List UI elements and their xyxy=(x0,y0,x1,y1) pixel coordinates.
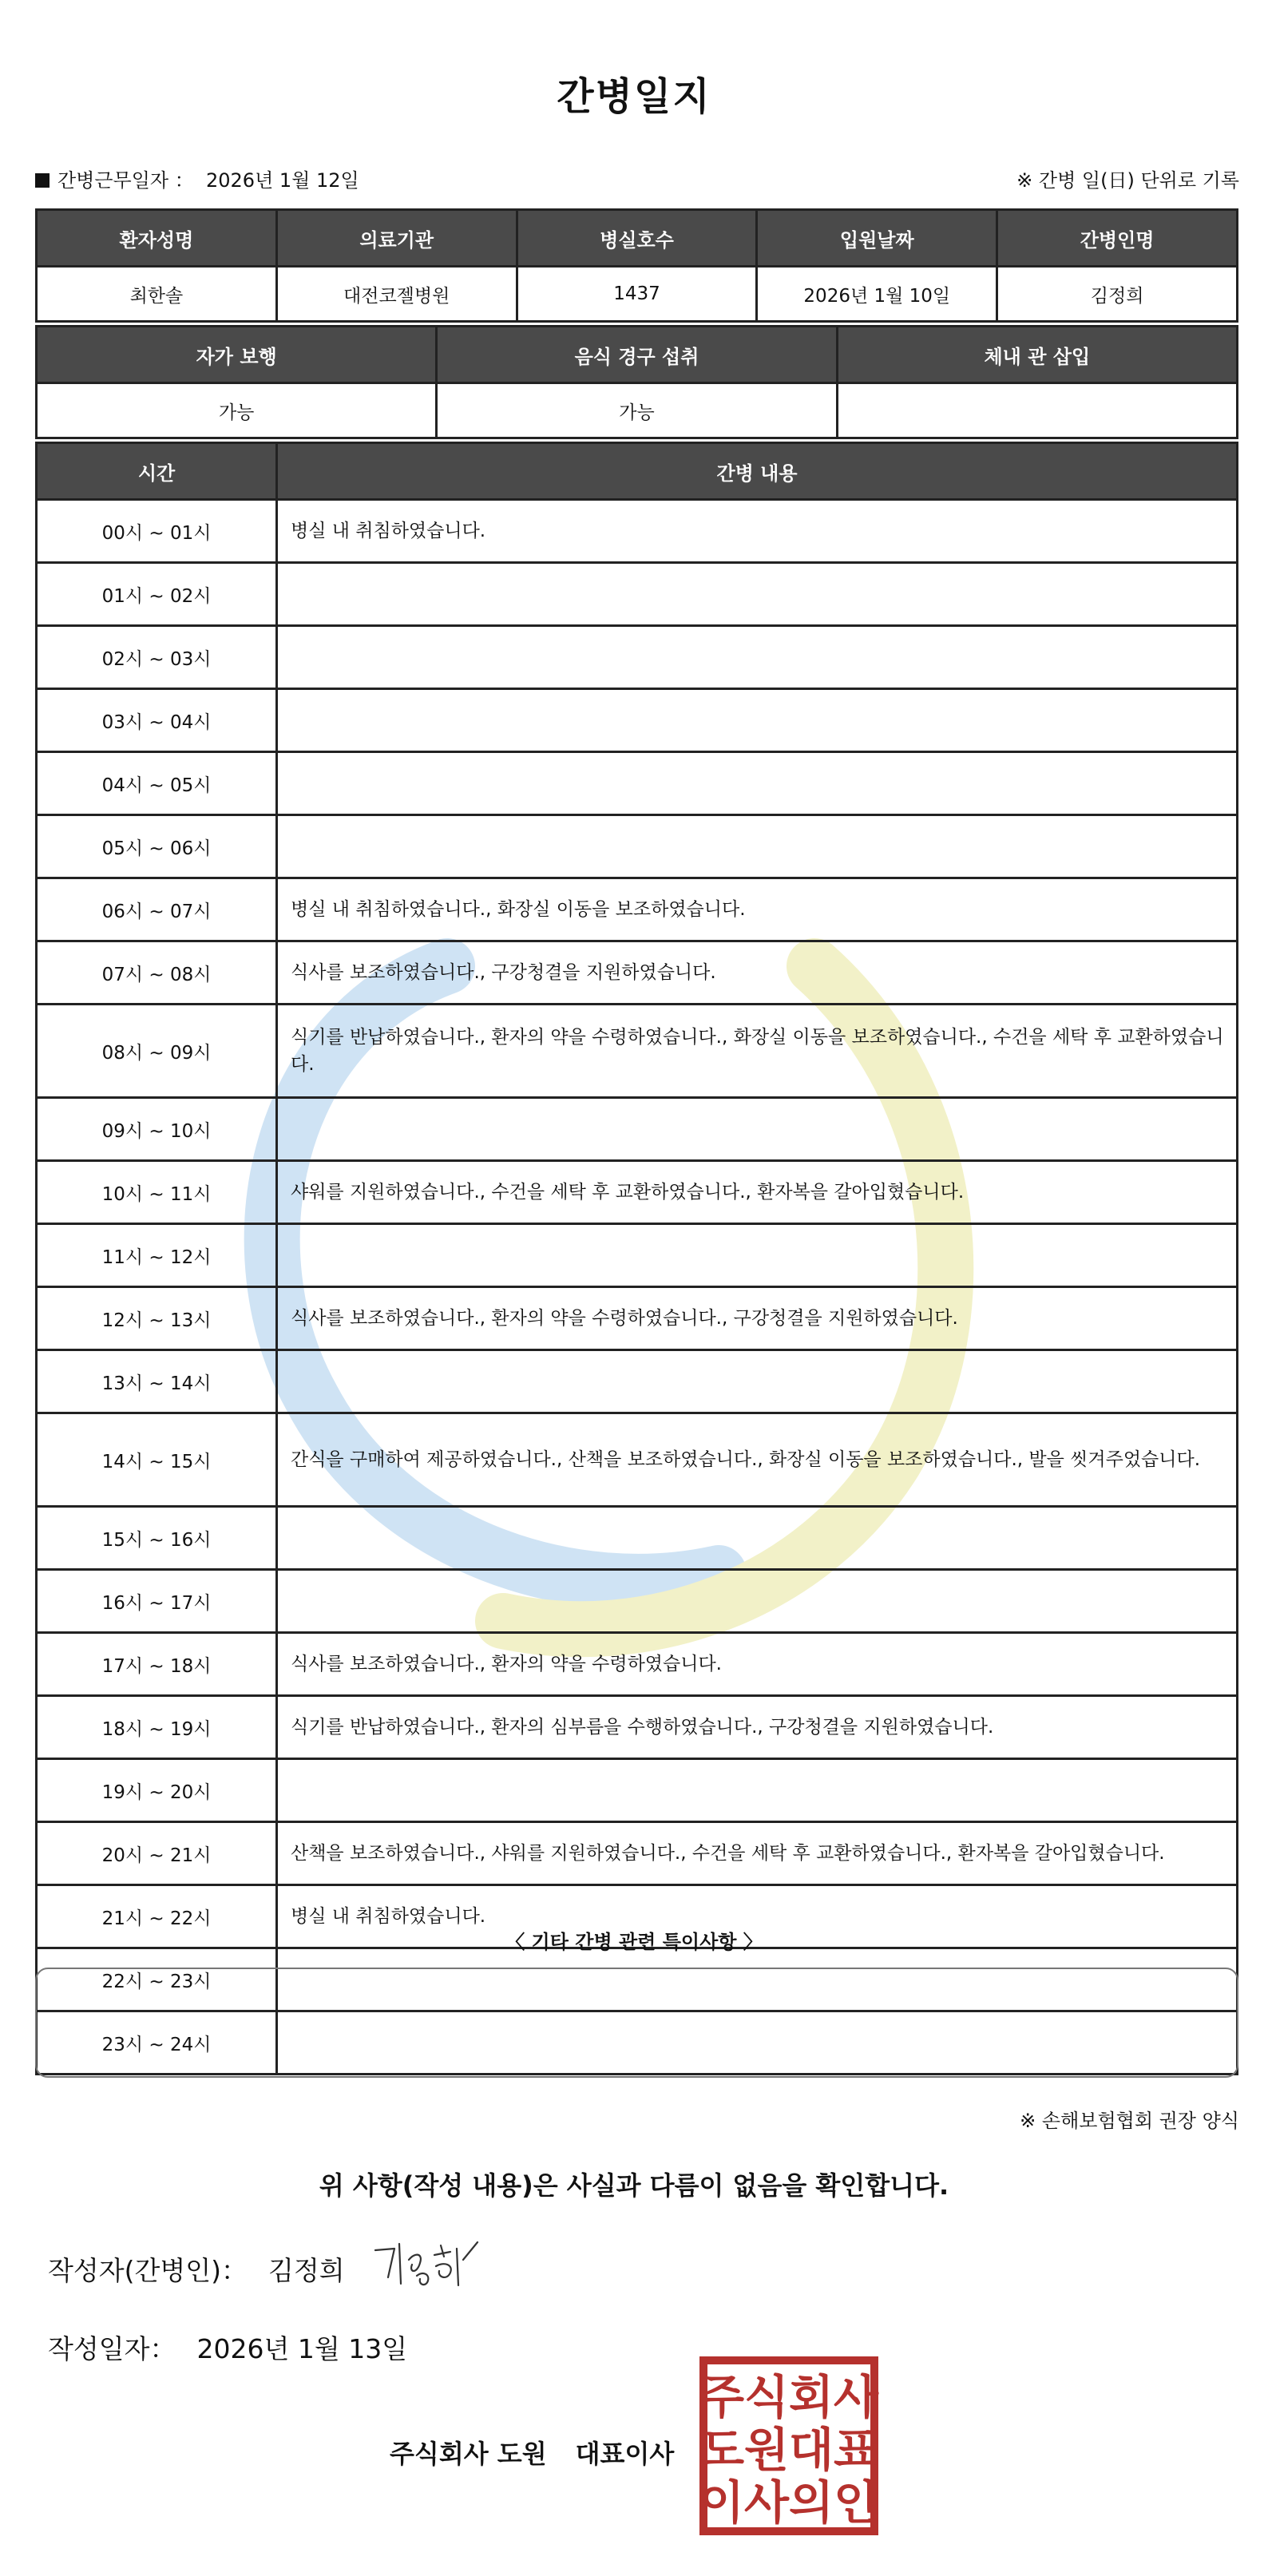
log-content-cell: 식사를 보조하였습니다., 환자의 약을 수령하였습니다., 구강청결을 지원하였습니다. xyxy=(277,1287,1238,1350)
log-content-cell xyxy=(277,1759,1238,1822)
care-log-row xyxy=(37,878,1238,941)
log-time-cell: 19시 ~ 20시 xyxy=(37,1759,277,1822)
seal-line-3: 이사의인 xyxy=(699,2475,879,2530)
care-log-row xyxy=(37,1005,1238,1098)
care-log-row xyxy=(37,1224,1238,1287)
log-content-cell: 산책을 보조하였습니다., 샤워를 지원하였습니다., 수건을 세탁 후 교환하였습니다., 환자복을 갈아입혔습니다. xyxy=(277,1822,1238,1885)
author-label: 작성자(간병인)： xyxy=(48,2255,248,2286)
log-time-cell: 10시 ~ 11시 xyxy=(37,1161,277,1224)
log-time-cell: 04시 ~ 05시 xyxy=(37,752,277,815)
confirmation-statement: 위 사항(작성 내용)은 사실과 다름이 없음을 확인합니다. xyxy=(319,2170,949,2201)
log-time-cell: 08시 ~ 09시 xyxy=(37,1005,277,1098)
care-log-header-row xyxy=(37,443,1238,500)
work-date-label: 간병근무일자 ： xyxy=(57,169,194,192)
room-number-value: 1437 xyxy=(517,267,757,322)
log-time-cell: 18시 ~ 19시 xyxy=(37,1696,277,1759)
care-log-row xyxy=(37,1759,1238,1822)
header-time: 시간 xyxy=(37,443,277,500)
care-log-row xyxy=(37,1696,1238,1759)
oral-intake-value: 가능 xyxy=(437,383,837,438)
log-time-cell: 01시 ~ 02시 xyxy=(37,563,277,626)
care-log-row xyxy=(37,1287,1238,1350)
log-content-cell xyxy=(277,626,1238,689)
log-content-cell: 식사를 보조하였습니다., 환자의 약을 수령하였습니다. xyxy=(277,1633,1238,1696)
notes-title: 〈 기타 간병 관련 특이사항 〉 xyxy=(505,1931,763,1953)
care-log-row xyxy=(37,1413,1238,1507)
care-log-row xyxy=(37,1350,1238,1413)
work-date-line xyxy=(35,164,359,192)
special-notes-box xyxy=(35,1968,1238,2078)
care-log-row xyxy=(37,1161,1238,1224)
log-content-cell: 병실 내 취침하였습니다., 화장실 이동을 보조하였습니다. xyxy=(277,878,1238,941)
care-log-body xyxy=(37,500,1238,2075)
log-content-cell xyxy=(277,1570,1238,1633)
hospital-value: 대전코젤병원 xyxy=(276,267,517,322)
seal-line-2: 도원대표 xyxy=(699,2423,879,2477)
log-content-cell: 식기를 반납하였습니다., 환자의 약을 수령하였습니다., 화장실 이동을 보조하였습니다., 수건을 세탁 후 교환하였습니다. xyxy=(277,1005,1238,1098)
header-self-walking: 자가 보행 xyxy=(37,327,437,383)
header-tube-insertion: 체내 관 삽입 xyxy=(837,327,1237,383)
log-time-cell: 03시 ~ 04시 xyxy=(37,689,277,752)
caregiver-name-value: 김정희 xyxy=(997,267,1238,322)
log-content-cell xyxy=(277,1507,1238,1570)
author-line xyxy=(48,2250,345,2288)
log-time-cell: 21시 ~ 22시 xyxy=(37,1885,277,1948)
patient-info-value-row xyxy=(37,267,1238,322)
log-content-cell: 간식을 구매하여 제공하였습니다., 산책을 보조하였습니다., 화장실 이동을 보조하였습니다., 발을 씻겨주었습니다. xyxy=(277,1413,1238,1507)
log-content-cell xyxy=(277,563,1238,626)
patient-status-header-row xyxy=(37,327,1238,383)
patient-info-header-row xyxy=(37,210,1238,267)
log-content-cell xyxy=(277,815,1238,878)
patient-status-value-row xyxy=(37,383,1238,438)
record-unit-note: ※ 간병 일(日) 단위로 기록 xyxy=(1016,169,1239,192)
page-title: 간병일지 xyxy=(557,74,711,119)
care-log-row xyxy=(37,689,1238,752)
patient-name-value: 최한솔 xyxy=(37,267,277,322)
log-time-cell: 17시 ~ 18시 xyxy=(37,1633,277,1696)
log-content-cell: 식기를 반납하였습니다., 환자의 심부름을 수행하였습니다., 구강청결을 지원하였습니다. xyxy=(277,1696,1238,1759)
form-source-note: ※ 손해보험협회 권장 양식 xyxy=(1020,2110,1239,2132)
self-walking-value: 가능 xyxy=(37,383,437,438)
log-content-cell xyxy=(277,752,1238,815)
log-content-cell: 병실 내 취침하였습니다. xyxy=(277,500,1238,563)
care-log-row xyxy=(37,1098,1238,1161)
header-hospital: 의료기관 xyxy=(276,210,517,267)
square-bullet-icon xyxy=(35,173,50,188)
log-time-cell: 11시 ~ 12시 xyxy=(37,1224,277,1287)
log-time-cell: 05시 ~ 06시 xyxy=(37,815,277,878)
work-date-value: 2026년 1월 12일 xyxy=(206,169,359,192)
log-time-cell: 09시 ~ 10시 xyxy=(37,1098,277,1161)
log-content-cell xyxy=(277,689,1238,752)
header-oral-intake: 음식 경구 섭취 xyxy=(437,327,837,383)
company-name: 주식회사 도원 xyxy=(390,2439,547,2469)
log-content-cell: 식사를 보조하였습니다., 구강청결을 지원하였습니다. xyxy=(277,941,1238,1005)
tube-insertion-value xyxy=(837,383,1237,438)
header-patient-name: 환자성명 xyxy=(37,210,277,267)
written-date-value: 2026년 1월 13일 xyxy=(196,2333,408,2364)
care-log-row xyxy=(37,1570,1238,1633)
log-time-cell: 15시 ~ 16시 xyxy=(37,1507,277,1570)
log-time-cell: 00시 ~ 01시 xyxy=(37,500,277,563)
header-admission-date: 입원날짜 xyxy=(757,210,997,267)
written-date-label: 작성일자： xyxy=(48,2333,176,2364)
log-time-cell: 16시 ~ 17시 xyxy=(37,1570,277,1633)
admission-date-value: 2026년 1월 10일 xyxy=(757,267,997,322)
log-content-cell xyxy=(277,1224,1238,1287)
log-time-cell: 07시 ~ 08시 xyxy=(37,941,277,1005)
log-time-cell: 02시 ~ 03시 xyxy=(37,626,277,689)
care-log-row xyxy=(37,941,1238,1005)
seal-line-1: 주식회사 xyxy=(699,2370,879,2424)
care-log-row xyxy=(37,626,1238,689)
patient-info-table xyxy=(35,208,1238,323)
header-room-number: 병실호수 xyxy=(517,210,757,267)
log-time-cell: 23시 ~ 24시 xyxy=(37,2011,277,2075)
log-time-cell: 22시 ~ 23시 xyxy=(37,1948,277,2011)
author-name: 김정희 xyxy=(268,2255,345,2286)
log-content-cell: 샤워를 지원하였습니다., 수건을 세탁 후 교환하였습니다., 환자복을 갈아입혔습니다. xyxy=(277,1161,1238,1224)
log-content-cell xyxy=(277,1098,1238,1161)
care-log-row xyxy=(37,752,1238,815)
care-log-row xyxy=(37,1822,1238,1885)
hourly-care-log-table xyxy=(35,442,1238,2075)
company-role: 대표이사 xyxy=(575,2439,675,2469)
log-time-cell: 14시 ~ 15시 xyxy=(37,1413,277,1507)
care-log-row xyxy=(37,500,1238,563)
log-content-cell: 병실 내 취침하였습니다. xyxy=(277,1885,1238,1948)
header-care-content: 간병 내용 xyxy=(277,443,1238,500)
log-time-cell: 20시 ~ 21시 xyxy=(37,1822,277,1885)
log-content-cell xyxy=(277,1350,1238,1413)
company-signature-line xyxy=(390,2434,674,2471)
log-time-cell: 13시 ~ 14시 xyxy=(37,1350,277,1413)
log-time-cell: 12시 ~ 13시 xyxy=(37,1287,277,1350)
header-caregiver-name: 간병인명 xyxy=(997,210,1238,267)
written-date-line xyxy=(48,2328,407,2366)
patient-status-table xyxy=(35,325,1238,439)
care-log-row xyxy=(37,563,1238,626)
care-log-row xyxy=(37,1507,1238,1570)
handwritten-signature xyxy=(367,2228,495,2300)
log-time-cell: 06시 ~ 07시 xyxy=(37,878,277,941)
care-log-row xyxy=(37,815,1238,878)
company-seal-stamp xyxy=(699,2356,879,2536)
care-log-row xyxy=(37,1633,1238,1696)
